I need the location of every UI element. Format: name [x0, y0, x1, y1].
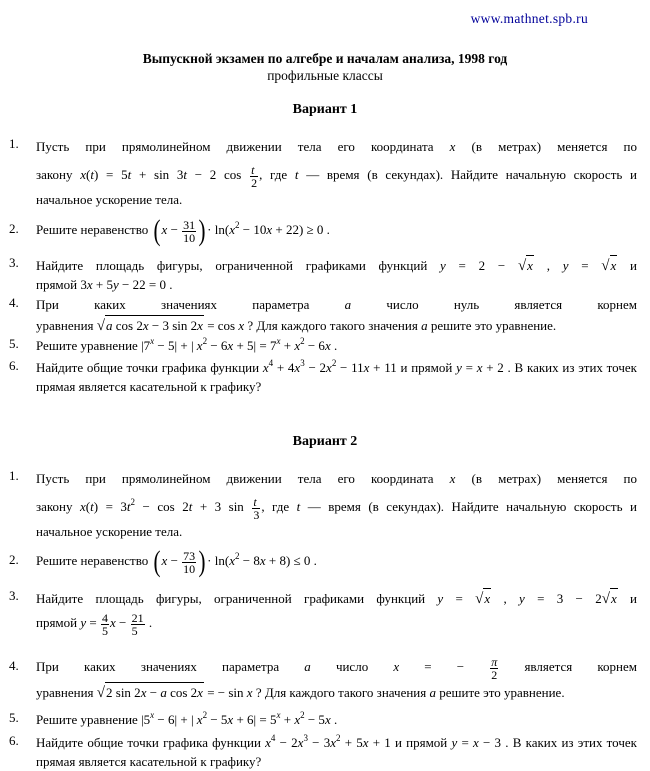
variant-1-heading: Вариант 1 [292, 102, 358, 117]
v1-problem-2: 2. Решите неравенство ( x − $\frac{31}{10}$ ) · $\ln(x^2 - 10x + 22) \ge 0$ . [9, 214, 330, 248]
v2-problem-2: 2. Решите неравенство ( x − $\frac{73}{10}$ ) · $\ln(x^2 - 8x + 8) \le 0$ . [9, 545, 317, 579]
v2-problem-6: 6. Найдите общие точки графика функции $x^4 - 2x^3 - 3x^2 + 5x + 1$ и прямой y = x − 3 . В каких из этих точек прямая является касательной к графику? [9, 733, 637, 769]
v2-problem-1: 1. Пусть при прямолинейном движении тела его координата x (в метрах) меняется по закону $x(t) = 3t^2 - \cos 2t + 3$ sin $\frac{t}{3}$ , где t — время (в секундах). Найдите начальную скорость и начальное ускорение тела. [9, 468, 637, 539]
v2-problem-3: 3. Найдите площадь фигуры, ограниченной графиками функций y = √x , y = 3 − 2√x и прямой y = $\frac{4}{5}$ x − $\frac{21}{5}$ . [9, 588, 637, 638]
v1-problem-3: 3. Найдите площадь фигуры, ограниченной графиками функций y = 2 − √x , y = √x и прямой 3x + 5y − 22 = 0 . [9, 255, 637, 292]
site-url[interactable]: www.mathnet.spb.ru [470, 11, 588, 26]
v2-problem-5: 5. Решите уравнение $|5^x - 6|$ + | $x^2 - 5x + 6| = 5^x + x^2 - 5x$ . [9, 710, 338, 727]
v1-problem-6: 6. Найдите общие точки графика функции $x^4 + 4x^3 - 2x^2 - 11x + 11$ и прямой y = x + 2 . В каких из этих точек прямая является касательной к графику? [9, 358, 637, 394]
v1-problem-4: 4. При каких значениях параметра a число нуль является корнем уравнения √a cos 2x − 3 sin 2x = cos x ? Для каждого такого значения a решите это уравнение. [9, 295, 637, 334]
document-subtitle: профильные классы [267, 68, 383, 83]
v1-problem-1: 1. Пусть при прямолинейном движении тела его координата x (в метрах) меняется по закону x(t) = 5t + sin 3t − 2 cos $\frac{t}{2}$ , где t — время (в секундах). Найдите начальную скорость и начальное ускорение тела. [9, 136, 637, 207]
document-title: Выпускной экзамен по алгебре и началам анализа, 1998 год [142, 51, 508, 66]
v2-problem-4: 4. При каких значениях параметра a число x = − $\frac{\pi}{2}$ является корнем уравнения √2 sin 2x − a cos 2x = − sin x ? Для каждого такого значения a решите это уравнение. [9, 654, 637, 701]
variant-2-heading: Вариант 2 [292, 434, 358, 449]
v1-problem-5: 5. Решите уравнение $|7^x - 5|$ + | $x^2 - 6x + 5| = 7^x + x^2 - 6x$ . [9, 336, 338, 353]
